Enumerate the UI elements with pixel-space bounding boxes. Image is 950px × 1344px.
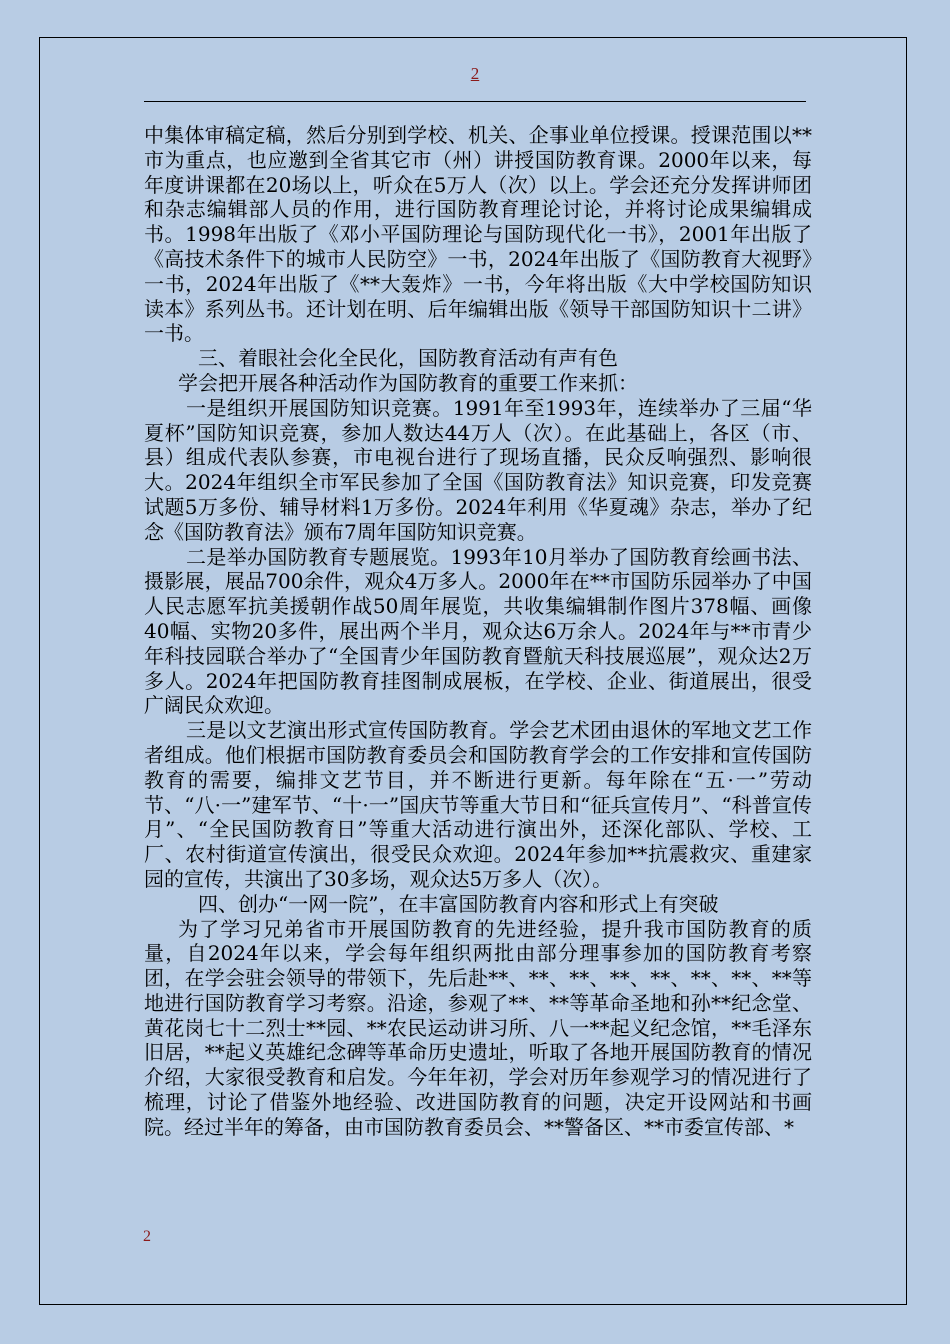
body-paragraph: 一是组织开展国防知识竞赛。1991年至1993年，连续举办了三届“华夏杯”国防知识竞赛，参加人数达44万人（次）。在此基础上，各区（市、县）组成代表队参赛，市电视台进行了现场直播，民众反响强烈、影响很大。2024年组织全市军民参加了全国《国防教育法》知识竞赛，印发竞赛试题5万多份、辅导材料1万多份。2024年利用《华夏魂》杂志，举办了纪念《国防教育法》颁布7周年国防知识竞赛。 (144, 395, 812, 544)
footer-page-number: 2 (143, 1228, 151, 1245)
section-heading: 四、创办“一网一院”，在丰富国防教育内容和形式上有突破 (198, 891, 719, 916)
section-heading: 三、着眼社会化全民化，国防教育活动有声有色 (198, 346, 618, 371)
body-paragraph: 三是以文艺演出形式宣传国防教育。学会艺术团由退休的军地文艺工作者组成。他们根据市国防教育委员会和国防教育学会的工作安排和宣传国防教育的需要，编排文艺节目，并不断进行更新。每年除在“五·一”劳动节、“八·一”建军节、“十·一”国庆节等重大节日和“征兵宣传月”、“科普宣传月”、“全民国防教育日”等重大活动进行演出外，还深化部队、学校、工厂、农村街道宣传演出，很受民众欢迎。2024年参加**抗震救灾、重建家园的宣传，共演出了30多场，观众达5万多人（次）。 (144, 718, 812, 891)
body-paragraph: 中集体审稿定稿，然后分别到学校、机关、企事业单位授课。授课范围以**市为重点，也应邀到全省其它市（州）讲授国防教育课。2000年以来，每年度讲课都在20场以上，听众在5万人（次）以上。学会还充分发挥讲师团和杂志编辑部人员的作用，进行国防教育理论讨论，并将讨论成果编辑成书。1998年出版了《邓小平国防理论与国防现代化一书》，2001年出版了《高技术条件下的城市人民防空》一书，2024年出版了《国防教育大视野》一书，2024年出版了《**大轰炸》一书，今年将出版《大中学校国防知识读本》系列丛书。还计划在明、后年编辑出版《领导干部国防知识十二讲》一书。 (144, 123, 812, 346)
header-page-number: 2 (470, 64, 480, 83)
body-paragraph: 为了学习兄弟省市开展国防教育的先进经验，提升我市国防教育的质量，自2024年以来，学会每年组织两批由部分理事参加的国防教育考察团，在学会驻会领导的带领下，先后赴**、**、**、**、**、**、**、**等地进行国防教育学习考察。沿途，参观了**、**等革命圣地和孙**纪念堂、黄花岗七十二烈士**园、**农民运动讲习所、八一**起义纪念馆，**毛泽东旧居，**起义英雄纪念碑等革命历史遗址，听取了各地开展国防教育的情况介绍，大家很受教育和启发。今年年初，学会对历年参观学习的情况进行了梳理，讨论了借鉴外地经验、改进国防教育的问题，决定开设网站和书画院。经过半年的筹备，由市国防教育委员会、**警备区、**市委宣传部、* (144, 916, 812, 1139)
body-paragraph: 二是举办国防教育专题展览。1993年10月举办了国防教育绘画书法、摄影展，展品700余件，观众4万多人。2000年在**市国防乐园举办了中国人民志愿军抗美援朝作战50周年展览，共收集编辑制作图片378幅、画像40幅、实物20多件，展出两个半月，观众达6万余人。2024年与**市青少年科技园联合举办了“全国青少年国防教育暨航天科技展巡展”，观众达2万多人。2024年把国防教育挂图制成展板，在学校、企业、街道展出，很受广阔民众欢迎。 (144, 544, 812, 718)
document-body (144, 123, 812, 1140)
body-paragraph: 学会把开展各种活动作为国防教育的重要工作来抓： (178, 370, 638, 395)
header-divider (144, 101, 806, 102)
